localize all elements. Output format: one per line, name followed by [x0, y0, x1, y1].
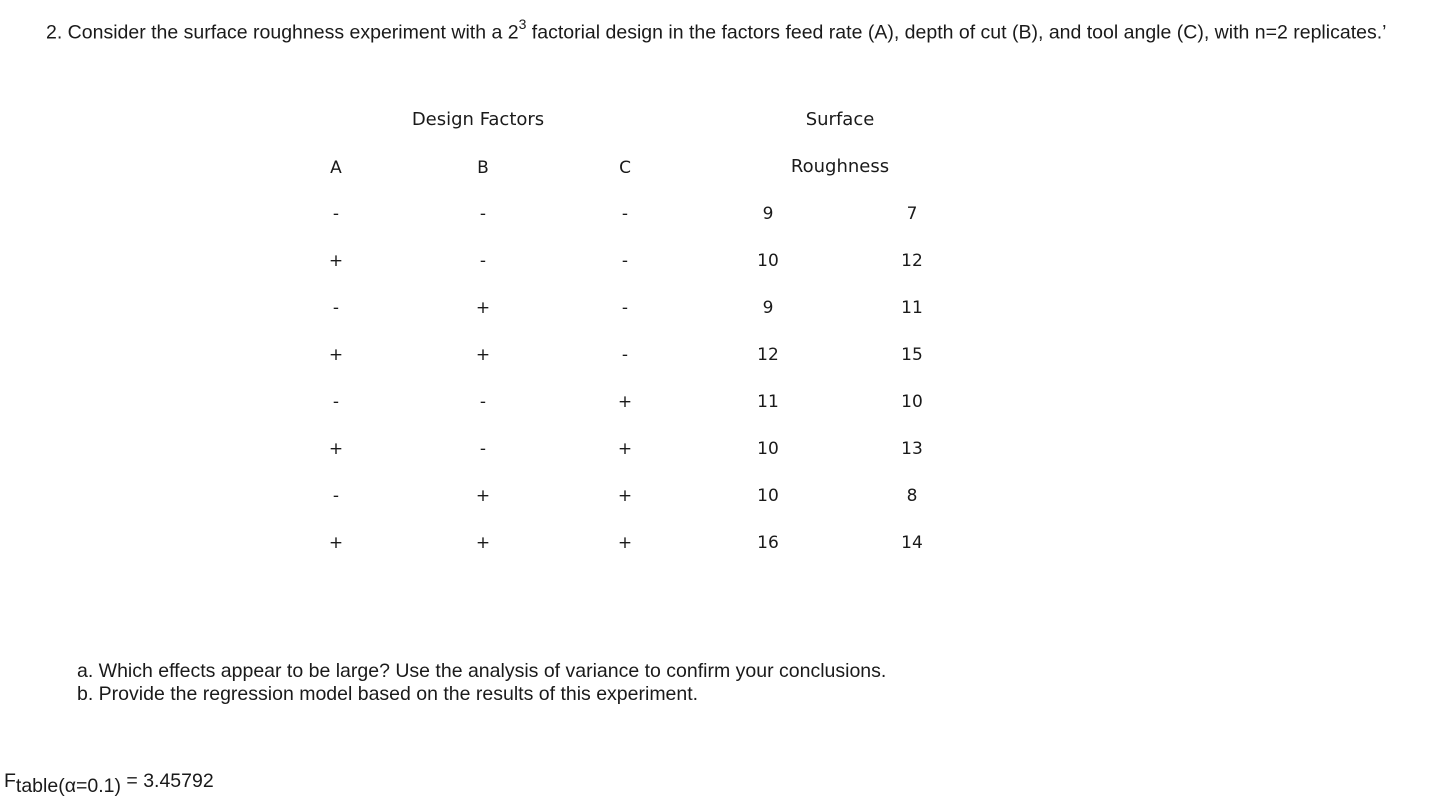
table-cell-y2: 14	[901, 533, 923, 553]
problem-exponent: 3	[518, 16, 527, 32]
questions	[77, 660, 886, 706]
table-cell-y2: 7	[906, 204, 918, 224]
roughness-header: Roughness	[790, 156, 890, 177]
problem-statement	[46, 18, 1386, 45]
table-cell-b: +	[475, 486, 491, 506]
column-header-c: C	[619, 158, 631, 178]
table-cell-c: -	[621, 251, 629, 271]
f-label: F	[4, 770, 16, 792]
table-cell-c: +	[617, 486, 633, 506]
f-value: = 3.45792	[120, 770, 214, 792]
table-cell-a: +	[328, 251, 344, 271]
table-cell-y1: 10	[757, 486, 779, 506]
table-cell-a: +	[328, 439, 344, 459]
table-cell-a: +	[328, 533, 344, 553]
table-cell-y1: 11	[757, 392, 779, 412]
table-cell-y2: 13	[901, 439, 923, 459]
table-cell-a: -	[332, 392, 340, 412]
table-cell-c: +	[617, 533, 633, 553]
question-a: a. Which effects appear to be large? Use the analysis of variance to confirm your conclusions.	[77, 660, 887, 682]
table-cell-b: +	[475, 533, 491, 553]
table-cell-c: -	[621, 204, 629, 224]
table-cell-b: -	[479, 392, 487, 412]
table-cell-c: +	[617, 392, 633, 412]
question-b: b. Provide the regression model based on the results of this experiment.	[77, 683, 699, 705]
table-cell-a: -	[332, 298, 340, 318]
table-cell-b: -	[479, 204, 487, 224]
table-cell-y2: 12	[901, 251, 923, 271]
table-cell-y2: 8	[906, 486, 918, 506]
surface-header: Surface	[805, 109, 875, 130]
table-cell-y1: 10	[757, 439, 779, 459]
table-cell-c: -	[621, 298, 629, 318]
table-cell-y2: 10	[901, 392, 923, 412]
table-cell-a: -	[332, 204, 340, 224]
table-cell-b: +	[475, 298, 491, 318]
table-cell-a: +	[328, 345, 344, 365]
f-subscript: table(α=0.1)	[15, 775, 121, 797]
table-cell-y1: 9	[762, 298, 774, 318]
table-cell-y1: 9	[762, 204, 774, 224]
table-cell-b: -	[479, 439, 487, 459]
problem-prefix: 2. Consider the surface roughness experiment with a 2	[46, 21, 519, 44]
table-cell-c: +	[617, 439, 633, 459]
f-table-value	[4, 770, 214, 797]
table-cell-y1: 10	[757, 251, 779, 271]
column-header-a: A	[330, 158, 342, 178]
table-cell-y2: 11	[901, 298, 923, 318]
table-cell-y2: 15	[901, 345, 923, 365]
table-cell-a: -	[332, 486, 340, 506]
table-cell-c: -	[621, 345, 629, 365]
problem-suffix: factorial design in the factors feed rate (A), depth of cut (B), and tool angle (C), with n=2 replicates.’	[526, 21, 1387, 44]
table-cell-y1: 16	[757, 533, 779, 553]
table-cell-b: -	[479, 251, 487, 271]
design-factors-header: Design Factors	[411, 109, 545, 130]
table-cell-y1: 12	[757, 345, 779, 365]
column-header-b: B	[477, 158, 489, 178]
table-cell-b: +	[475, 345, 491, 365]
